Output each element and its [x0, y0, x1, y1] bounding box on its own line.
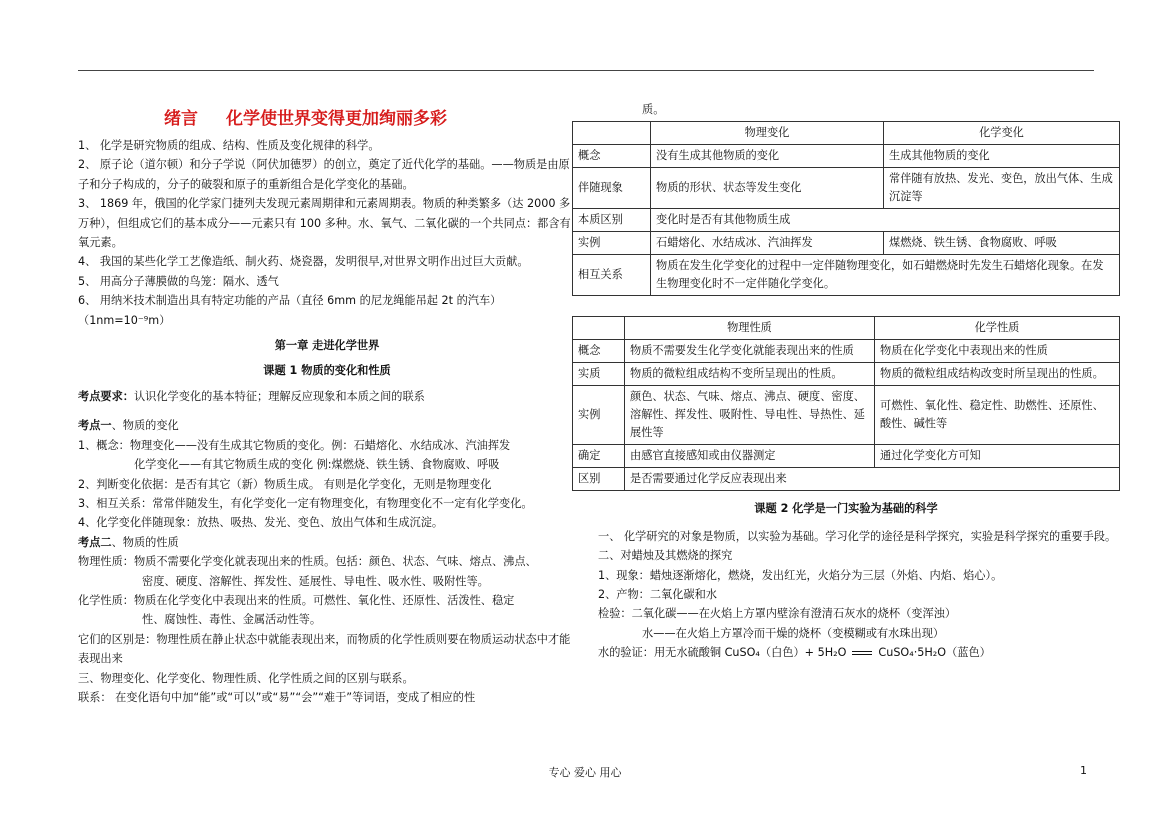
intro-item: 5、 用高分子薄膜做的鸟笼：隔水、透气 — [78, 274, 279, 288]
kp1-heading: 考点一、物质的变化 — [78, 419, 179, 433]
kp1-item: 4、化学变化伴随现象：放热、吸热、发光、变色、放出气体和生成沉淀。 — [78, 516, 444, 530]
kp2-heading: 考点二、物质的性质 — [78, 535, 179, 549]
kp1-item: 2、判断变化依据：是否有其它（新）物质生成。 有则是化学变化，无则是物理变化 — [78, 477, 492, 491]
kp2-item: 它们的区别是：物理性质在静止状态中就能表现出来，而物质的化学性质则要在物质运动状态中才能表现出来 — [78, 632, 571, 666]
lesson2-item: 二、对蜡烛及其燃烧的探究 — [598, 549, 733, 563]
kp2-item: 物理性质：物质不需要化学变化就表现出来的性质。包括：颜色、状态、气味、熔点、沸点、 — [78, 555, 537, 569]
lesson2-item: 1、现象：蜡烛逐渐熔化，燃烧，发出红光，火焰分为三层（外焰、内焰、焰心）。 — [598, 568, 1003, 582]
intro-item: （1nm=10⁻⁹m） — [78, 313, 171, 327]
left-column — [78, 104, 576, 707]
intro-item: 1、 化学是研究物质的组成、结构、性质及变化规律的科学。 — [78, 139, 380, 152]
table-row: 概念 物质不需要发生化学变化就能表现出来的性质 物质在化学变化中表现出来的性质 — [573, 340, 1120, 363]
title-part2: 化学使世界变得更加绚丽多彩 — [226, 109, 447, 129]
footer-slogan: 专心 爱心 用心 — [548, 766, 622, 779]
table-row: 区别 是否需要通过化学反应表现出来 — [573, 468, 1120, 491]
chapter-title: 第一章 走进化学世界 — [274, 339, 380, 353]
intro-item: 3、 1869 年，俄国的化学家门捷列夫发现元素周期律和元素周期表。物质的种类繁多（达 2000 多万种），但组成它们的基本成分——元素只有 100 多种。水、氧气、二氧化碳的一个共同点：都含有氧元素。 — [78, 197, 571, 250]
kp2-item: 三、物理变化、化学变化、物理性质、化学性质之间的区别与联系。 — [78, 671, 414, 685]
table-header-row: 物理变化 化学变化 — [573, 122, 1120, 145]
kp1-item: 1、概念：物理变化——没有生成其它物质的变化。例：石蜡熔化、水结成冰、汽油挥发 — [78, 438, 511, 452]
table-row: 确定 由感官直接感知或由仪器测定 通过化学变化方可知 — [573, 445, 1120, 468]
table-row: 概念 没有生成其他物质的变化 生成其他物质的变化 — [573, 145, 1120, 168]
lesson2-title: 课题 2 化学是一门实验为基础的科学 — [754, 502, 938, 516]
lesson2-item: 一、 化学研究的对象是物质，以实验为基础。学习化学的途径是科学探究，实验是科学探究的重要手段。 — [598, 529, 1117, 543]
intro-item: 2、 原子论（道尔顿）和分子学说（阿伏加德罗）的创立，奠定了近代化学的基础。——物质是由原子和分子构成的，分子的破裂和原子的重新组合是化学变化的基础。 — [78, 158, 570, 191]
table-row: 实例 颜色、状态、气味、熔点、沸点、硬度、密度、溶解性、挥发性、吸附性、导电性、导热性、延展性等 可燃性、氧化性、稳定性、助燃性、还原性、酸性、碱性等 — [573, 386, 1120, 445]
kp1-item: 3、相互关系：常常伴随发生，有化学变化一定有物理变化，有物理变化不一定有化学变化。 — [78, 496, 533, 510]
intro-item: 6、 用纳米技术制造出具有特定功能的产品（直径 6mm 的尼龙绳能吊起 2t 的汽车） — [78, 294, 502, 308]
right-column — [572, 100, 1120, 663]
lesson2-item: 检验：二氧化碳——在火焰上方罩内壁涂有澄清石灰水的烧杯（变浑浊） — [598, 607, 957, 621]
kp1-item: 化学变化——有其它物质生成的变化 例:煤燃烧、铁生锈、食物腐败、呼吸 — [134, 458, 500, 472]
table-row: 伴随现象 物质的形状、状态等发生变化 常伴随有放热、发光、变色，放出气体、生成沉淀等 — [573, 168, 1120, 209]
lesson1-title: 课题 1 物质的变化和性质 — [263, 364, 391, 378]
page-number: 1 — [1080, 764, 1087, 777]
page-title — [164, 104, 576, 134]
table-row: 本质区别 变化时是否有其他物质生成 — [573, 209, 1120, 232]
header-rule — [78, 70, 1094, 71]
table-row: 实质 物质的微粒组成结构不变所呈现出的性质。 物质的微粒组成结构改变时所呈现出的性质。 — [573, 363, 1120, 386]
table-property — [572, 316, 1120, 491]
table-row: 实例 石蜡熔化、水结成冰、汽油挥发 煤燃烧、铁生锈、食物腐败、呼吸 — [573, 232, 1120, 255]
lesson2-item: 水——在火焰上方罩冷而干燥的烧杯（变模糊或有水珠出现） — [642, 626, 945, 640]
equals-sign — [852, 651, 872, 655]
continued-text: 质。 — [642, 103, 665, 116]
intro-item: 4、 我国的某些化学工艺像造纸、制火药、烧瓷器，发明很早,对世界文明作出过巨大贡献。 — [78, 255, 529, 269]
water-check: 水的验证：用无水硫酸铜 CuSO₄（白色）+ 5H₂O CuSO₄·5H₂O（蓝色） — [598, 646, 991, 660]
title-part1: 绪言 — [164, 109, 198, 129]
kp2-item: 化学性质：物质在化学变化中表现出来的性质。可燃性、氧化性、还原性、活泼性、稳定 — [78, 593, 515, 607]
table-change — [572, 121, 1120, 296]
lesson2-body — [572, 527, 1120, 663]
table-header-row: 物理性质 化学性质 — [573, 317, 1120, 340]
requirement: 考点要求：认识化学变化的基本特征；理解反应现象和本质之间的联系 — [78, 389, 425, 403]
kp2-item: 性、腐蚀性、毒性、金属活动性等。 — [142, 613, 322, 627]
lesson2-item: 2、产物：二氧化碳和水 — [598, 588, 717, 602]
kp2-item: 联系： 在变化语句中加“能”或“可以”或“易”“会”“难于”等词语，变成了相应的性 — [78, 690, 476, 704]
table-row: 相互关系 物质在发生化学变化的过程中一定伴随物理变化，如石蜡燃烧时先发生石蜡熔化现象。在发生物理变化时不一定伴随化学变化。 — [573, 255, 1120, 296]
kp2-item: 密度、硬度、溶解性、挥发性、延展性、导电性、吸水性、吸附性等。 — [142, 574, 489, 588]
